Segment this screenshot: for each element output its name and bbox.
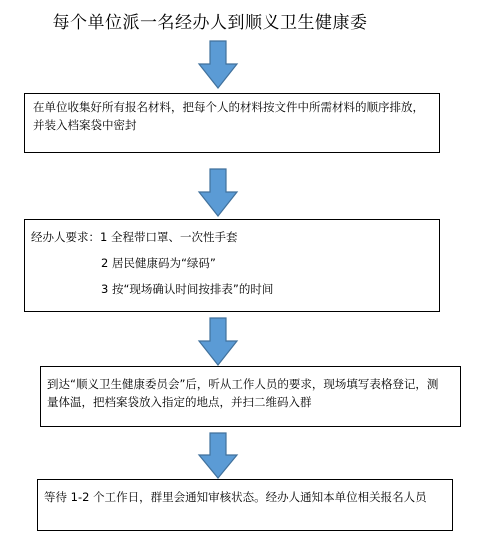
diagram-title: 每个单位派一名经办人到顺义卫生健康委 bbox=[52, 13, 368, 33]
down-arrow-2 bbox=[197, 168, 239, 218]
down-arrow-1 bbox=[197, 40, 239, 90]
down-arrow-3 bbox=[197, 317, 239, 367]
step-3-line-1: 到达“顺义卫生健康委员会”后，听从工作人员的要求，现场填写表格登记，测 bbox=[47, 377, 439, 391]
step-box-1 bbox=[24, 93, 440, 153]
step-4-line-1: 等待 1-2 个工作日，群里会通知审核状态。经办人通知本单位相关报名人员 bbox=[44, 490, 427, 504]
step-3-line-2: 量体温，把档案袋放入指定的地点，并扫二维码入群 bbox=[47, 395, 312, 409]
step-box-4 bbox=[37, 479, 453, 531]
step-2-line-2: 2 居民健康码为“绿码” bbox=[101, 256, 216, 270]
step-2-line-3: 3 按“现场确认时间按排表”的时间 bbox=[101, 282, 274, 296]
down-arrow-4 bbox=[197, 432, 239, 480]
step-2-line-1: 经办人要求：1 全程带口罩、一次性手套 bbox=[31, 230, 238, 244]
step-box-2 bbox=[24, 219, 440, 312]
step-box-3 bbox=[40, 366, 461, 427]
step-1-line-1: 在单位收集好所有报名材料，把每个人的材料按文件中所需材料的顺序排放， bbox=[33, 100, 424, 114]
step-1-line-2: 并装入档案袋中密封 bbox=[33, 118, 137, 132]
